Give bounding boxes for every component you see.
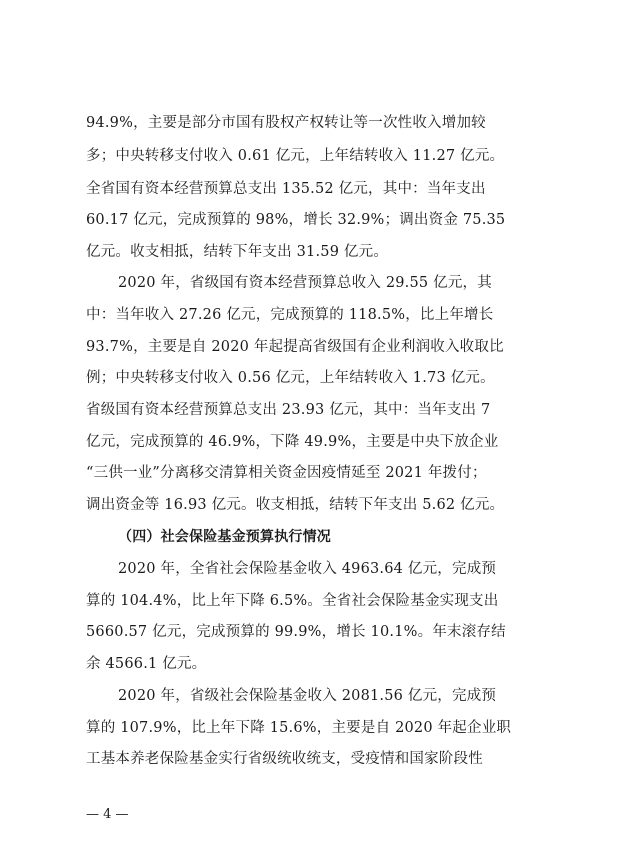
text-line: 5660.57 亿元，完成预算的 99.9%，增长 10.1%。年末滚存结: [86, 624, 506, 640]
text-line: 算的 107.9%，比上年下降 15.6%，主要是自 2020 年起企业职: [86, 720, 512, 736]
text-line: 2020 年，全省社会保险基金收入 4963.64 亿元，完成预: [118, 561, 497, 577]
text-line: 60.17 亿元，完成预算的 98%，增长 32.9%；调出资金 75.35: [86, 212, 506, 228]
text-line: 省级国有资本经营预算总支出 23.93 亿元，其中：当年支出 7: [86, 402, 491, 418]
text-line: 94.9%，主要是部分市国有股权产权转让等一次性收入增加较: [86, 115, 486, 131]
text-line: 例；中央转移支付收入 0.56 亿元，上年结转收入 1.73 亿元。: [86, 370, 495, 386]
text-line: 2020 年，省级社会保险基金收入 2081.56 亿元，完成预: [118, 688, 497, 704]
text-line: “三供一业”分离移交清算相关资金因疫情延至 2021 年拨付；: [86, 465, 487, 481]
text-line: 算的 104.4%，比上年下降 6.5%。全省社会保险基金实现支出: [86, 593, 499, 609]
text-line: 2020 年，省级国有资本经营预算总收入 29.55 亿元，其: [118, 275, 492, 291]
text-line: 余 4566.1 亿元。: [86, 656, 207, 672]
text-line: 中：当年收入 27.26 亿元，完成预算的 118.5%，比上年增长: [86, 307, 494, 323]
text-line: 调出资金等 16.93 亿元。收支相抵，结转下年支出 5.62 亿元。: [86, 497, 505, 513]
page-number: — 4 —: [86, 807, 129, 822]
text-line: 93.7%，主要是自 2020 年起提高省级国有企业利润收入收取比: [86, 339, 504, 355]
section-heading: （四）社会保险基金预算执行情况: [118, 529, 331, 545]
text-line: 多；中央转移支付收入 0.61 亿元，上年结转收入 11.27 亿元。: [86, 148, 505, 164]
text-line: 工基本养老保险基金实行省级统收统支，受疫情和国家阶段性: [86, 751, 483, 767]
text-line: 亿元。收支相抵，结转下年支出 31.59 亿元。: [86, 244, 389, 260]
text-line: 亿元，完成预算的 46.9%，下降 49.9%，主要是中央下放企业: [86, 434, 499, 450]
text-line: 全省国有资本经营预算总支出 135.52 亿元，其中：当年支出: [86, 181, 486, 197]
